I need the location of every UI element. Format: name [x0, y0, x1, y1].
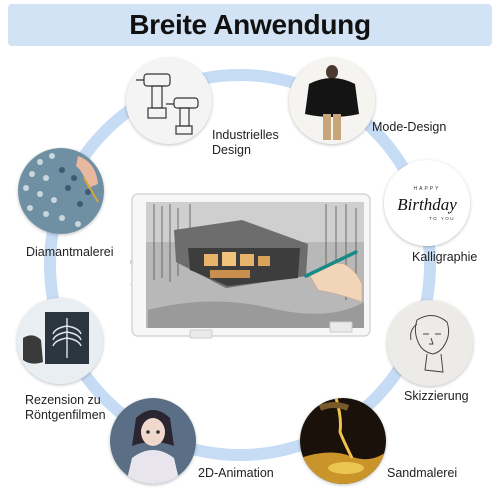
sand-painting-label: Sandmalerei	[387, 466, 458, 480]
diamond-painting-label: Diamantmalerei	[26, 245, 114, 259]
calligraphy-label: Kalligraphie	[412, 250, 478, 264]
title-banner	[8, 4, 492, 46]
fashion-design-image	[289, 58, 375, 144]
diamond-painting-image	[18, 148, 104, 234]
calligraphy-word-text: Birthday	[397, 195, 457, 214]
fashion-design-label: Mode-Design	[372, 120, 447, 134]
industrial-design-image	[126, 58, 212, 144]
calligraphy-bottom-text: TO YOU	[428, 216, 456, 221]
calligraphy-top-text: HAPPY	[413, 186, 441, 192]
animation-2d-image	[110, 398, 196, 484]
sand-painting-image	[300, 398, 386, 484]
sketching-image	[387, 300, 473, 386]
sketching-label: Skizzierung	[404, 389, 469, 403]
industrial-design-label: Industrielles Design	[212, 128, 279, 157]
page-title: Breite Anwendung	[129, 9, 371, 40]
xray-review-image	[17, 298, 103, 384]
calligraphy-image	[384, 160, 470, 246]
animation-2d-label: 2D-Animation	[198, 466, 274, 480]
light-pad-image	[130, 190, 375, 342]
xray-review-label: Rezension zu Röntgenfilmen	[25, 393, 106, 422]
